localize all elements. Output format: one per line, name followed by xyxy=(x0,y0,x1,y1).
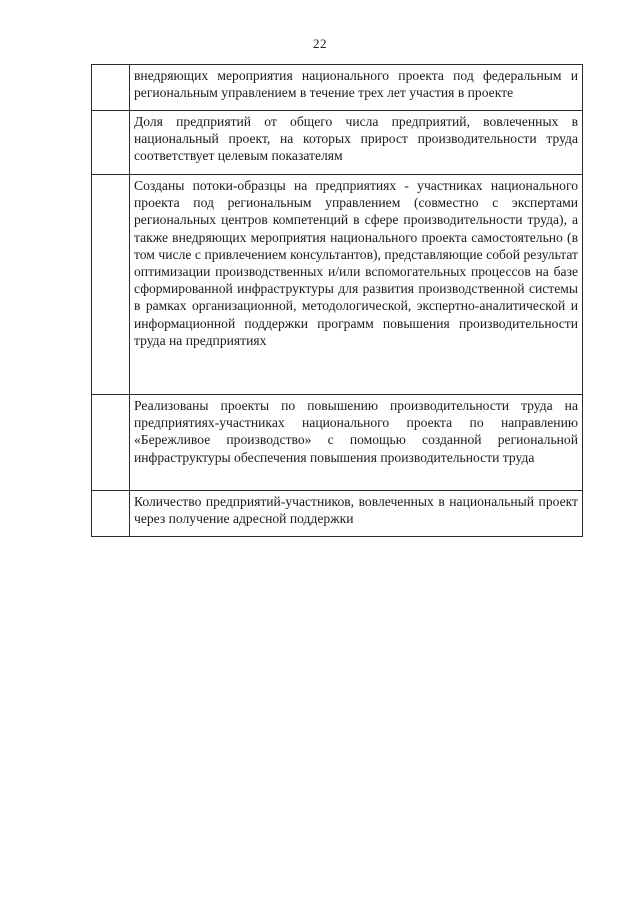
row-text-cell: Реализованы проекты по повышению производительности труда на предприятиях-участниках национального проекта по направлению «Бережливое производство» с помощью созданной региональной инфраструктуры обеспечения повышения производительности труда xyxy=(130,395,583,491)
row-number-cell xyxy=(92,175,130,395)
row-text-cell: Количество предприятий-участников, вовлеченных в национальный проект через получение адресной поддержки xyxy=(130,491,583,537)
table-row xyxy=(92,175,583,395)
page-number: 22 xyxy=(313,36,327,51)
row-text-cell: внедряющих мероприятия национального проекта под федеральным и региональным управлением в течение трех лет участия в проекте xyxy=(130,65,583,111)
table-row xyxy=(92,395,583,491)
row-text-cell: Доля предприятий от общего числа предприятий, вовлеченных в национальный проект, на которых прирост производительности труда соответствует целевым показателям xyxy=(130,111,583,175)
table-row xyxy=(92,65,583,111)
row-text-cell: Созданы потоки-образцы на предприятиях - участниках национального проекта под региональным управлением (совместно с экспертами региональных центров компетенций в сфере производительности труда), а также внедряющих мероприятия национального проекта самостоятельно (в том числе с привлечением консультантов), представляющие собой результат оптимизации производственных и/или вспомогательных процессов на базе сформированной инфраструктуры для развития производственной системы в рамках организационной, методологической, экспертно-аналитической и информационной поддержки программ повышения производительности труда на предприятиях xyxy=(130,175,583,395)
table-row xyxy=(92,111,583,175)
row-number-cell xyxy=(92,111,130,175)
indicators-table xyxy=(91,64,583,537)
row-number-cell xyxy=(92,491,130,537)
table-row xyxy=(92,491,583,537)
row-number-cell xyxy=(92,65,130,111)
row-number-cell xyxy=(92,395,130,491)
